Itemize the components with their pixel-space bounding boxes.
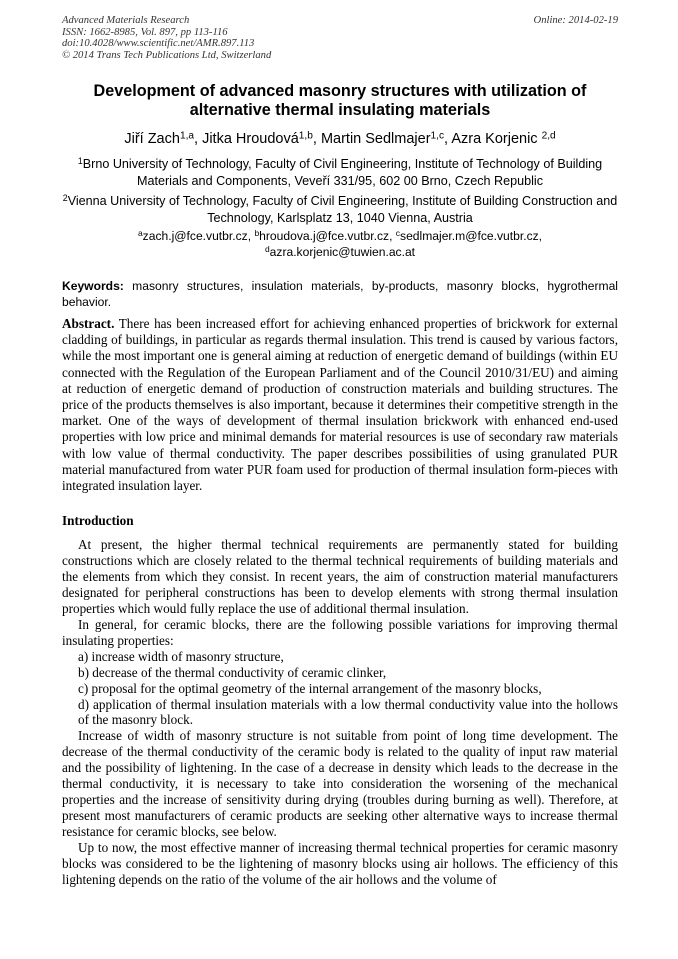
affiliation-number: 1 xyxy=(77,156,83,167)
affiliation-1 xyxy=(62,156,618,190)
email-marker: d xyxy=(264,244,270,255)
paragraph: Increase of width of masonry structure is not suitable from point of long time development. The decrease of the thermal conductivity of the ceramic body is related to the quality of input raw material and the possibility of lightening. In the case of a decrease in density which leads to the decrease in the thermal conductivity, it is necessary to take into consideration the worsening of the mechanical properties and the increase of sensitivity during drying (troubles during burning as well). Therefore, at present most manufacturers of ceramic products are seeking other alternative ways to increase thermal resistance for ceramic blocks, see below. xyxy=(62,728,618,840)
journal-header xyxy=(62,15,618,61)
journal-copyright: © 2014 Trans Tech Publications Ltd, Switzerland xyxy=(62,49,272,61)
paragraph: At present, the higher thermal technical requirements are permanently stated for building constructions which are closely related to the thermal technical requirements of building materials and the elements from which they consist. In recent years, the aim of construction material manufacturers designated for peripheral constructions has been to develop elements with strong thermal insulation properties which would fully replace the use of additional thermal insulation. xyxy=(62,537,618,616)
affiliation-text: Vienna University of Technology, Faculty of Civil Engineering, Institute of Building Construction and Technology, Karlsplatz 13, 1040 Vienna, Austria xyxy=(67,194,618,225)
online-date: Online: 2014-02-19 xyxy=(533,15,618,26)
email-address: azra.korjenic@tuwien.ac.at xyxy=(269,245,416,259)
author-name: Martin Sedlmajer xyxy=(320,131,431,147)
journal-name: Advanced Materials Research xyxy=(62,15,190,26)
author-name: Jiří Zach xyxy=(124,131,180,147)
author-affil-marker: 1,b xyxy=(298,130,313,142)
email-address: zach.j@fce.vutbr.cz, xyxy=(142,229,255,243)
affiliation-number: 2 xyxy=(62,193,68,204)
affiliation-text: Brno University of Technology, Faculty of Civil Engineering, Institute of Technology of Building Materials and Components, Veveří 331/95, 602 00 Brno, Czech Republic xyxy=(82,157,603,188)
affiliation-2 xyxy=(62,193,618,227)
list-item: a) increase width of masonry structure, xyxy=(78,648,284,664)
keywords-label: Keywords: xyxy=(62,279,124,293)
paper-title: Development of advanced masonry structures with utilization of alternative thermal insulating materials xyxy=(93,82,587,119)
list-item: b) decrease of the thermal conductivity of ceramic clinker, xyxy=(78,664,387,680)
author-affil-marker: 1,a xyxy=(179,130,195,142)
email-address: hroudova.j@fce.vutbr.cz, xyxy=(259,229,396,243)
section-heading-introduction: Introduction xyxy=(62,513,134,528)
list-item: c) proposal for the optimal geometry of the internal arrangement of the masonry blocks, xyxy=(78,680,542,696)
paragraph: In general, for ceramic blocks, there are the following possible variations for improving thermal insulating properties: xyxy=(62,616,618,648)
email-list xyxy=(62,228,618,260)
abstract-label: Abstract. xyxy=(62,316,115,331)
email-marker: c xyxy=(395,228,401,239)
keywords xyxy=(62,279,618,310)
email-marker: a xyxy=(137,228,143,239)
abstract-text: There has been increased effort for achieving enhanced properties of brickwork for external cladding of buildings, in particular as regards thermal insulation. This trend is caused by various factors, while the most important one is general aiming at reduction of energetic demand of buildings (within EU connected with the Regulation of the European Parliament and of the Council 2010/31/EU) and aiming at reduction of energetic demand of production of construction materials and building structures. The price of the products themselves is also important, because it determines their competitive strength in the market. One of the ways of development of thermal insulation brickwork with enhanced end-used properties with low price and minimal demands for material resources is use of secondary raw materials with low value of thermal conductivity. The paper describes possibilities of using granulated PUR material manufactured from water PUR foam used for production of thermal insulation form-pieces with integrated insulation layer. xyxy=(62,316,618,494)
journal-issn: ISSN: 1662-8985, Vol. 897, pp 113-116 xyxy=(62,26,228,38)
journal-doi: doi:10.4028/www.scientific.net/AMR.897.113 xyxy=(62,38,255,49)
list-item: d) application of thermal insulation materials with a low thermal conductivity value into the hollows of the masonry block. xyxy=(78,696,618,728)
paragraph: Up to now, the most effective manner of increasing thermal technical properties for ceramic masonry blocks was considered to be the lightening of masonry blocks using air hollows. The efficiency of this lightening depends on the ratio of the volume of the air hollows and the volume of xyxy=(62,840,618,888)
author-affil-marker: 1,c xyxy=(430,130,445,142)
author-name: Azra Korjenic xyxy=(451,131,538,147)
email-address: sedlmajer.m@fce.vutbr.cz, xyxy=(400,229,543,243)
author-list: Jiří Zach$^{1,a}$, Jitka Hroudová$^{1,b}$, Martin Sedlmajer$^{1,c}$, Azra Korjenic $^{2,d}$ xyxy=(124,130,556,147)
introduction-body xyxy=(62,537,618,888)
keywords-text: masonry structures, insulation materials, by-products, masonry blocks, hygrothermal behavior. xyxy=(62,279,618,309)
abstract xyxy=(62,316,618,494)
author-affil-marker: 2,d xyxy=(541,130,556,142)
author-name: Jitka Hroudová xyxy=(202,131,299,147)
email-marker: b xyxy=(254,228,260,239)
